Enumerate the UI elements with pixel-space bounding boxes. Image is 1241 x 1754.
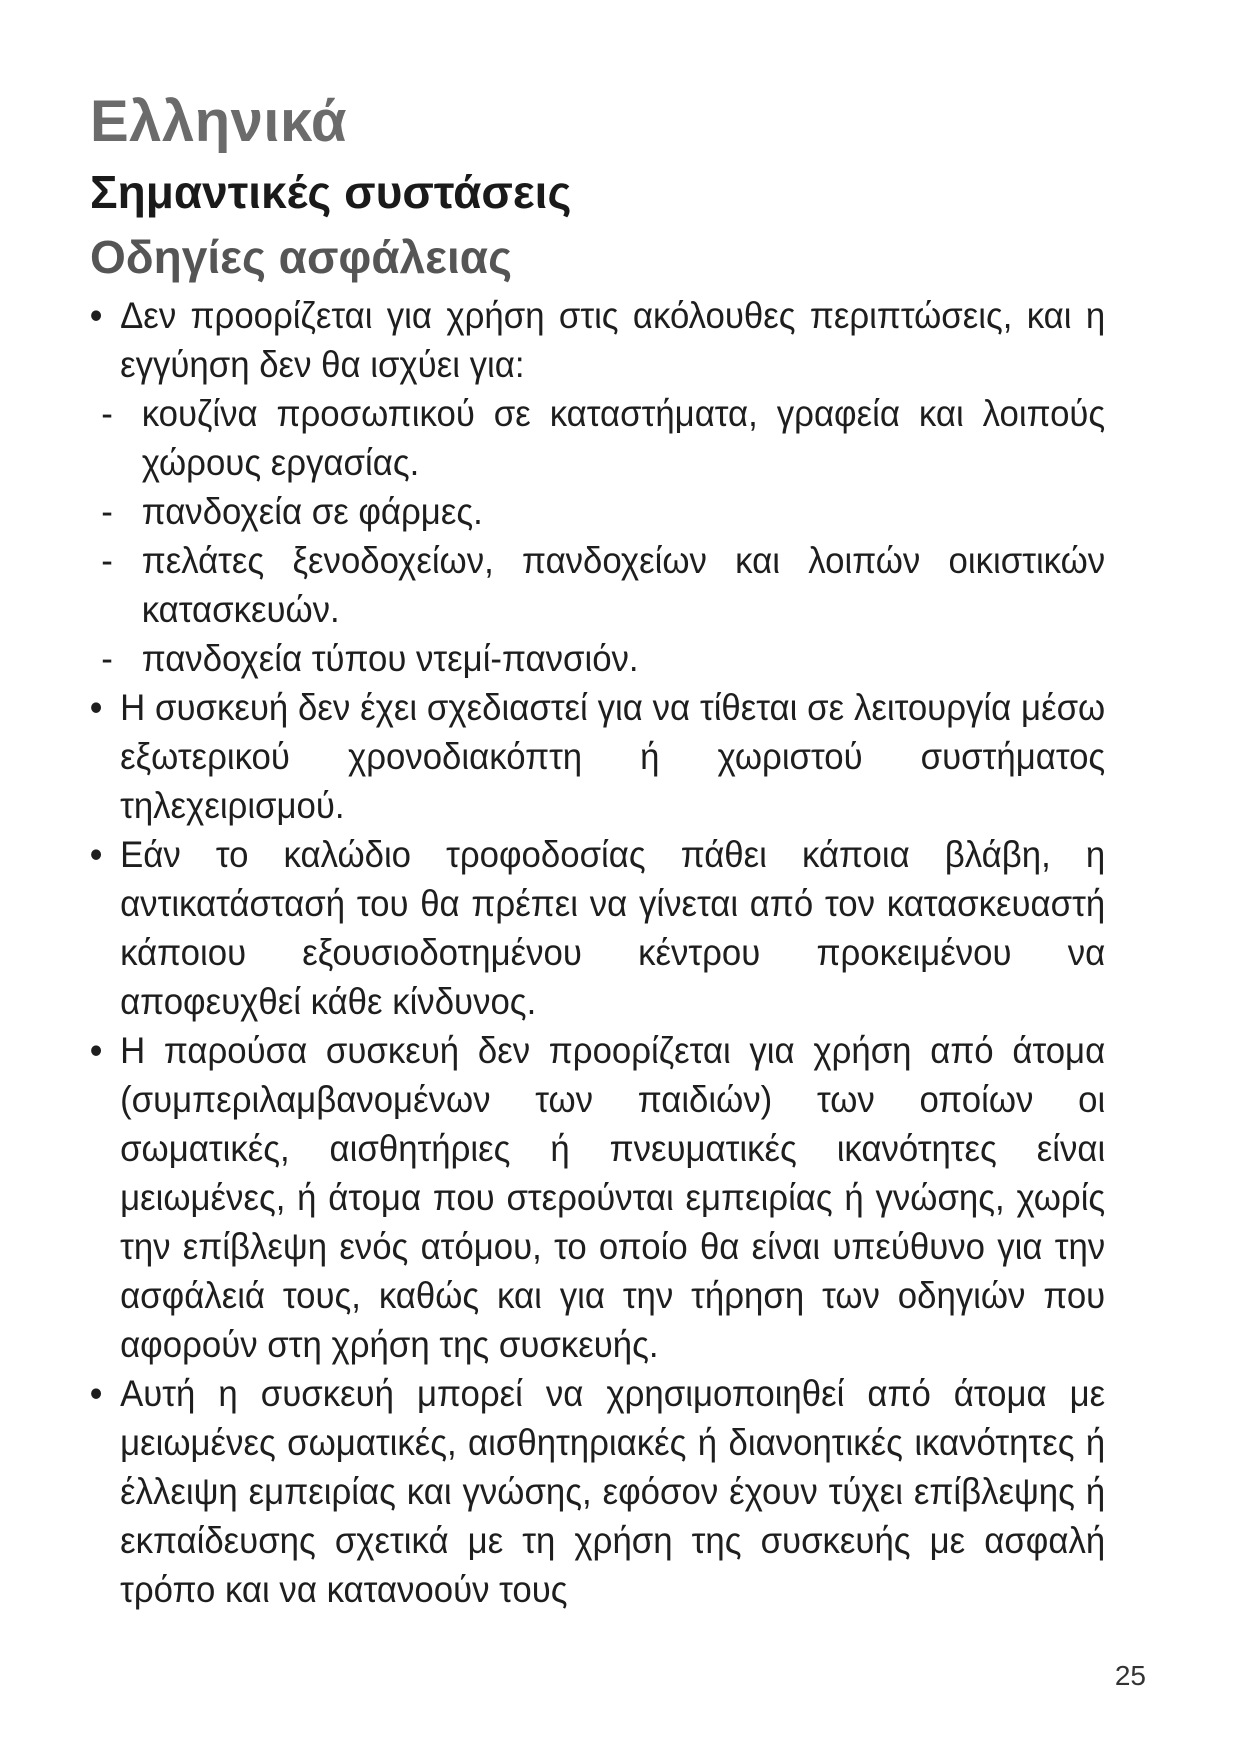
list-item [90, 1026, 1105, 1369]
list-item-text: Εάν το καλώδιο τροφοδοσίας πάθει κάποια βλάβη, η αντικατάστασή του θα πρέπει να γίνεται από τον κατασκευαστή κάποιου εξουσιοδοτημένου κέντρου προκειμένου να αποφευχθεί κάθε κίνδυνος. [120, 834, 1106, 1022]
list-item [101, 487, 1105, 536]
list-item [90, 683, 1105, 830]
dash-marker: - [101, 540, 113, 581]
bullet-marker: • [90, 1373, 103, 1414]
bullet-marker: • [90, 687, 103, 728]
section-title: Σημαντικές συστάσεις [90, 166, 572, 218]
page-number: 25 [1114, 1660, 1146, 1691]
list-item [90, 291, 1105, 389]
list-item-text: πανδοχεία τύπου ντεμί-πανσιόν. [141, 638, 639, 679]
list-item [101, 634, 1105, 683]
list-item-text: Η συσκευή δεν έχει σχεδιαστεί για να τίθεται σε λειτουργία μέσω εξωτερικού χρονοδιακόπτη ή χωριστού συστήματος τηλεχειρισμού. [120, 687, 1106, 826]
dash-marker: - [101, 491, 113, 532]
safety-instructions [90, 291, 1105, 1614]
language-heading: Ελληνικά [90, 89, 348, 154]
list-item [90, 830, 1105, 1026]
list-item-text: Δεν προορίζεται για χρήση στις ακόλουθες περιπτώσεις, και η εγγύηση δεν θα ισχύει για: [120, 295, 1106, 385]
list-item-text: πελάτες ξενοδοχείων, πανδοχείων και λοιπών οικιστικών κατασκευών. [141, 540, 1106, 630]
list-item-text: Αυτή η συσκευή μπορεί να χρησιμοποιηθεί από άτομα με μειωμένες σωματικές, αισθητηριακές ή διανοητικές ικανότητες ή έλλειψη εμπειρίας και γνώσης, εφόσον έχουν τύχει επίβλεψης ή εκπαίδευσης σχετικά με τη χρήση της συσκευής με ασφαλή τρόπο και να κατανοούν τους [120, 1373, 1106, 1610]
bullet-marker: • [90, 295, 103, 336]
dash-marker: - [101, 638, 113, 679]
list-item-text: κουζίνα προσωπικού σε καταστήματα, γραφεία και λοιπούς χώρους εργασίας. [141, 393, 1106, 483]
list-item-text: πανδοχεία σε φάρμες. [141, 491, 483, 532]
list-item [90, 1369, 1105, 1614]
subsection-title: Οδηγίες ασφάλειας [90, 231, 512, 283]
list-item [101, 389, 1105, 487]
dash-marker: - [101, 393, 113, 434]
list-item [101, 536, 1105, 634]
bullet-marker: • [90, 1030, 103, 1071]
list-item-text: Η παρούσα συσκευή δεν προορίζεται για χρήση από άτομα (συμπεριλαμβανομένων των παιδιών) των οποίων οι σωματικές, αισθητήριες ή πνευματικές ικανότητες είναι μειωμένες, ή άτομα που στερούνται εμπειρίας ή γνώσης, χωρίς την επίβλεψη ενός ατόμου, το οποίο θα είναι υπεύθυνο για την ασφάλειά τους, καθώς και για την τήρηση των οδηγιών που αφορούν στη χρήση της συσκευής. [120, 1030, 1106, 1365]
bullet-marker: • [90, 834, 103, 875]
